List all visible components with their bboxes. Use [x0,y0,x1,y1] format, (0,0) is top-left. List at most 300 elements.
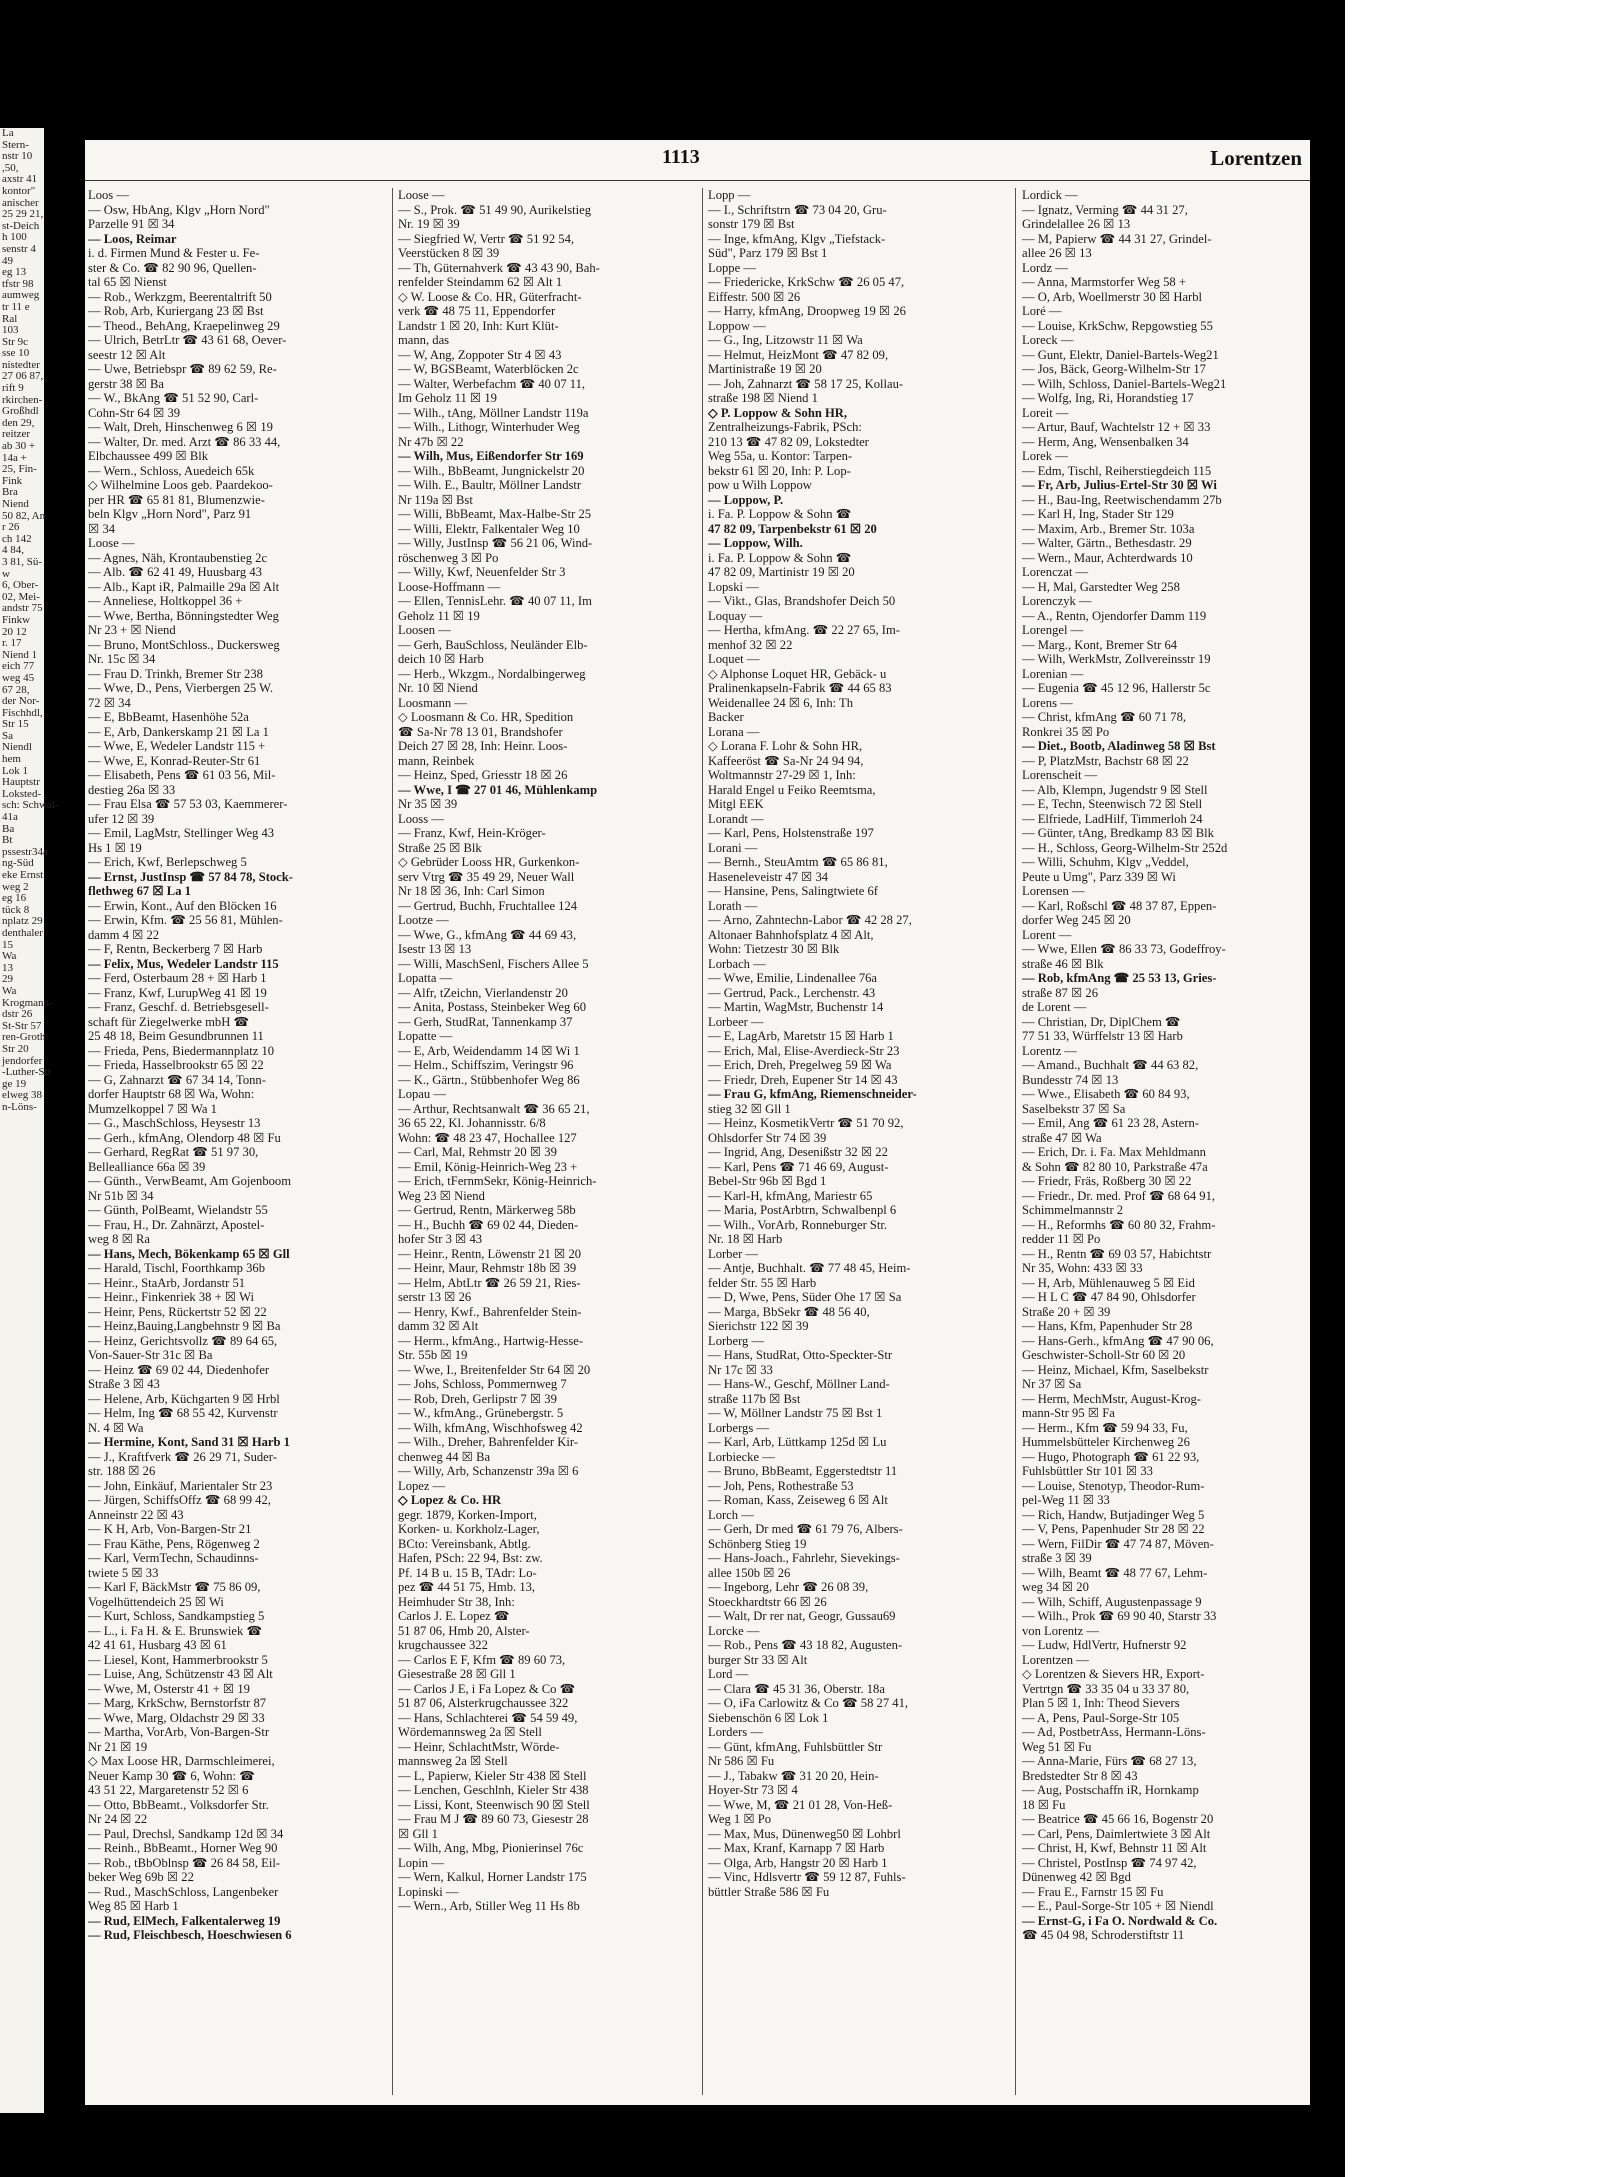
directory-entry: 77 51 33, Würffelstr 13 ☒ Harb [1022,1029,1183,1043]
directory-entry: — Gunt, Elektr, Daniel-Bartels-Weg21 [1022,347,1219,362]
directory-entry: — Heinz, Sped, Griesstr 18 ☒ 26 [398,768,568,782]
directory-entry: Lorentzen — [1022,1652,1089,1667]
directory-entry: — Louise, Stenotyp, Theodor-Rum- [1022,1478,1205,1493]
directory-entry: — Rud., MaschSchloss, Langenbeker [88,1884,279,1899]
directory-entry: — Willy, JustInsp ☎ 56 21 06, Wind- [398,536,593,550]
directory-entry: — W, BGSBeamt, Waterblöcken 2c [398,362,579,376]
directory-entry: Plan 5 ☒ 1, Inh: Theod Sievers [1022,1696,1180,1710]
directory-entry: Parzelle 91 ☒ 34 [88,217,175,231]
running-head: Lorentzen [1210,146,1302,170]
directory-entry: Lorani — [708,840,758,855]
directory-entry: Lorcke — [708,1623,760,1638]
directory-entry: chenweg 44 ☒ Ba [398,1449,491,1464]
directory-entry: — Ad, PostbetrAss, Hermann-Löns- [1022,1725,1206,1739]
directory-entry: ☎ Sa-Nr 78 13 01, Brandshofer [398,724,563,739]
page-number: 1113 [662,146,700,168]
directory-entry: — E, Arb, Weidendamm 14 ☒ Wi 1 [398,1043,580,1058]
directory-entry: — Karl, Pens ☎ 71 46 69, August- [708,1159,889,1174]
directory-entry: — Karl, VermTechn, Schaudinns- [88,1551,259,1565]
directory-entry: Schimmelmannstr 2 [1022,1203,1124,1217]
directory-entry: Ronkrei 35 ☒ Po [1022,724,1110,739]
directory-entry: ☎ 45 04 98, Schroderstiftstr 11 [1022,1928,1185,1942]
directory-entry: flethweg 67 ☒ La 1 [88,884,191,898]
directory-entry: — Walter, Werbefachm ☎ 40 07 11, [398,376,586,391]
directory-entry: Harald Engel u Feiko Reemtsma, [708,782,876,797]
directory-entry: Lorath — [708,898,758,913]
directory-entry: tal 65 ☒ Nienst [88,275,167,289]
directory-entry: — Karl H, Ing, Stader Str 129 [1022,507,1174,521]
directory-entry: — Marg, KrkSchw, Bernstorfstr 87 [88,1696,267,1710]
directory-entry: — K H, Arb, Von-Bargen-Str 21 [88,1522,252,1536]
directory-entry: beker Weg 69b ☒ 22 [88,1870,194,1884]
directory-entry: ◇ P. Loppow & Sohn HR, [708,405,848,420]
directory-entry: Geholz 11 ☒ 19 [398,608,480,623]
directory-entry: — Edm, Tischl, Reiherstiegdeich 115 [1022,463,1212,478]
directory-entry: — Martha, VorArb, Von-Bargen-Str [88,1725,270,1739]
directory-entry: — Gertrud, Rentn, Märkerweg 58b [398,1203,576,1217]
directory-entry: Lorber — [708,1246,759,1261]
directory-entry: Lootze — [398,913,449,927]
directory-entry: — Günter, tAng, Bredkamp 83 ☒ Blk [1022,826,1214,840]
prev-page-fragment: 25 29 21, [2,208,44,221]
prev-page-fragment: 50 82, An [2,509,46,522]
directory-entry: — John, Einkäuf, Marientaler Str 23 [88,1478,273,1493]
directory-entry: — Osw, HbAng, Klgv „Horn Nord" [88,202,270,217]
prev-page-fragment: rkirchen- [2,393,43,406]
directory-entry: — Karl-H, kfmAng, Mariestr 65 [708,1188,873,1203]
directory-entry: Looss — [398,811,444,826]
directory-entry: — Helmut, HeizMont ☎ 47 82 09, [708,347,889,362]
directory-entry: — G., Ing, Litzowstr 11 ☒ Wa [708,333,863,347]
directory-entry: Süd", Parz 179 ☒ Bst 1 [708,246,828,260]
directory-entry: dorfer Weg 245 ☒ 20 [1022,913,1131,927]
directory-entry: — Hans-Gerh., kfmAng ☎ 47 90 06, [1022,1333,1214,1348]
directory-entry: — S., Prok. ☎ 51 49 90, Aurikelstieg [398,202,592,217]
directory-entry: — Willi, Schuhm, Klgv „Veddel, [1022,855,1189,869]
directory-entry: — Alb. ☎ 62 41 49, Huusbarg 43 [88,565,262,579]
directory-entry: — E., Paul-Sorge-Str 105 + ☒ Niendl [1022,1899,1214,1913]
directory-entry: — Beatrice ☎ 45 66 16, Bogenstr 20 [1022,1812,1214,1826]
directory-entry: — Bernh., SteuAmtm ☎ 65 86 81, [708,855,888,869]
prev-page-fragment: Niend [2,498,29,510]
prev-page-fragment: ng-Süd [2,857,34,870]
directory-entry: — M, Papierw ☎ 44 31 27, Grindel- [1022,231,1212,246]
directory-entry: Nr. 19 ☒ 39 [398,217,460,231]
directory-entry: Lopatte — [398,1029,453,1043]
directory-entry: Veerstücken 8 ☒ 39 [398,246,500,260]
prev-page-fragment: Loksted- [2,787,42,800]
directory-entry: — Wwe, E, Wedeler Landstr 115 + [88,739,266,753]
directory-entry: Nr 23 + ☒ Niend [88,623,176,637]
directory-entry: — Wwe, M, ☎ 21 01 28, Von-Heß- [708,1797,893,1812]
directory-entry: — Henry, Kwf., Bahrenfelder Stein- [398,1304,582,1319]
directory-entry: — H., Buchh ☎ 69 02 44, Dieden- [398,1217,579,1232]
directory-entry: — Heinr., StaArb, Jordanstr 51 [88,1275,246,1290]
directory-entry: — Frau Käthe, Pens, Rögenweg 2 [88,1536,260,1551]
prev-page-fragment: Niendl [2,741,32,754]
prev-page-fragment: Hauptstr [2,776,40,789]
prev-page-fragment: nplatz 29 [2,915,43,928]
directory-entry: — Bruno, MontSchloss., Duckersweg [88,637,280,652]
directory-entry: — E, BbBeamt, Hasenhöhe 52a [88,710,249,724]
directory-entry: Lopez — [398,1478,446,1493]
prev-page-fragment: r. 17 [2,637,22,650]
directory-entry: — Ingrid, Ang, Desenißstr 32 ☒ 22 [708,1145,888,1159]
directory-entry: Loreck — [1022,333,1074,347]
directory-entry: 47 82 09, Martinistr 19 ☒ 20 [708,565,855,579]
directory-entry: serstr 13 ☒ 26 [398,1290,472,1304]
directory-entry: — Wilh, Mus, Eißendorfer Str 169 [398,449,584,463]
prev-page-fragment: eke Ernst [2,869,44,881]
directory-entry: — Helm., Schiffszim, Veringstr 96 [398,1058,574,1072]
directory-entry: — Gerhard, RegRat ☎ 51 97 30, [88,1145,259,1159]
directory-entry: Lopin — [398,1855,444,1870]
directory-entry: — Rud, ElMech, Falkentalerweg 19 [88,1913,281,1928]
directory-entry: — Herb., Wkzgm., Nordalbingerweg [398,666,586,681]
directory-entry: — Wwe, E, Konrad-Reuter-Str 61 [88,753,261,768]
prev-page-fragment: 25, Fin- [2,463,37,476]
directory-entry: — Heinz ☎ 69 02 44, Diedenhofer [88,1362,270,1377]
directory-entry: Loquay — [708,608,763,623]
prev-page-fragment: Fischhdl, [2,706,43,719]
prev-page-fragment: andstr 75 [2,602,43,615]
directory-entry: — Bruno, BbBeamt, Eggerstedtstr 11 [708,1464,898,1478]
directory-entry: — V, Pens, Papenhuder Str 28 ☒ 22 [1022,1522,1205,1536]
directory-entry: — Wilh, Beamt ☎ 48 77 67, Lehm- [1022,1565,1208,1580]
directory-entry: — Gertrud, Pack., Lerchenstr. 43 [708,985,876,1000]
directory-entry: — Wwe, Emilie, Lindenallee 76a [708,971,878,985]
directory-entry: Nr. 15c ☒ 34 [88,652,156,666]
prev-page-fragment: sch: Schwal- [2,799,59,812]
directory-entry: — Frau M J ☎ 89 60 73, Giesestr 28 [398,1812,589,1826]
directory-entry: Bundesstr 74 ☒ 13 [1022,1072,1119,1087]
directory-entry: — Heinz,Bauing,Langbehnstr 9 ☒ Ba [88,1319,281,1333]
directory-entry: ☒ Gll 1 [398,1826,438,1841]
prev-page-fragment: -Luther-Str [2,1066,52,1079]
directory-entry: — Franz, Kwf, Hein-Kröger- [398,826,546,840]
prev-page-fragment: 3 81, Sü- [2,555,43,568]
directory-entry: — Gertrud, Buchh, Fruchtallee 124 [398,898,578,913]
directory-entry: — Wilh, Schiff, Augustenpassage 9 [1022,1594,1202,1609]
directory-entry: Nr. 10 ☒ Niend [398,681,478,695]
prev-page-fragment: Str 20 [2,1042,29,1055]
directory-entry: Lordick — [1022,188,1078,202]
directory-entry: — H., Rentn ☎ 69 03 57, Habichtstr [1022,1246,1212,1261]
directory-entry: ◇ Lorana F. Lohr & Sohn HR, [708,739,863,753]
directory-entry: — Frau E., Farnstr 15 ☒ Fu [1022,1884,1164,1899]
directory-entry: i. d. Firmen Mund & Fester u. Fe- [88,246,260,260]
directory-entry: — Inge, kfmAng, Klgv „Tiefstack- [708,231,886,246]
directory-entry: Nr 51b ☒ 34 [88,1188,154,1203]
directory-entry: — Erwin, Kfm. ☎ 25 56 81, Mühlen- [88,913,283,927]
column-1 [88,188,388,2105]
directory-entry: — Hertha, kfmAng. ☎ 22 27 65, Im- [708,623,900,637]
directory-entry: Eiffestr. 500 ☒ 26 [708,289,801,304]
directory-entry: Loose — [398,188,445,202]
prev-page-fragment: denthaler [2,926,43,939]
prev-page-fragment: Str 15 [2,718,29,731]
directory-entry: Haseneleveistr 47 ☒ 34 [708,869,829,884]
directory-entry: Landstr 1 ☒ 20, Inh: Kurt Klüt- [398,318,559,333]
directory-entry: Lorek — [1022,449,1068,463]
directory-entry: — Marg., Kont, Bremer Str 64 [1022,637,1178,652]
directory-entry: — I., Schriftstrn ☎ 73 04 20, Gru- [708,202,887,217]
directory-entry: — Wern, FilDir ☎ 47 74 87, Möven- [1022,1536,1214,1551]
directory-entry: ufer 12 ☒ 39 [88,811,155,826]
directory-entry: Deich 27 ☒ 28, Inh: Heinr. Loos- [398,739,568,753]
column-4 [1022,188,1306,2105]
directory-entry: — Alb, Klempn, Jugendstr 9 ☒ Stell [1022,782,1208,797]
directory-entry: Lopinski — [398,1884,459,1899]
directory-entry: — Heinr, Pens, Rückertstr 52 ☒ 22 [88,1304,267,1319]
directory-entry: — Anita, Postass, Steinbeker Weg 60 [398,1000,586,1014]
prev-page-fragment: Bra [2,486,18,499]
directory-entry: — Willi, MaschSenl, Fischers Allee 5 [398,956,589,971]
directory-entry: ◇ W. Loose & Co. HR, Güterfracht- [398,289,582,304]
directory-entry: — Hansine, Pens, Salingtwiete 6f [708,884,878,898]
prev-page-fragment: 41a [2,811,18,824]
directory-entry: — Fr, Arb, Julius-Ertel-Str 30 ☒ Wi [1022,478,1217,492]
directory-entry: — Joh, Zahnarzt ☎ 58 17 25, Kollau- [708,376,904,391]
prev-page-fragment: eich 77 [2,660,35,673]
directory-entry: 210 13 ☎ 47 82 09, Lokstedter [708,434,869,449]
directory-entry: — Rich, Handw, Butjadinger Weg 5 [1022,1507,1205,1522]
directory-entry: — Harry, kfmAng, Droopweg 19 ☒ 26 [708,304,906,318]
prev-page-fragment: tfstr 98 [2,277,34,290]
directory-entry: — L., i. Fa H. & E. Brunswiek ☎ [88,1623,263,1638]
directory-entry: pez ☎ 44 51 75, Hmb. 13, [398,1580,536,1594]
prev-page-fragment: Finkw [2,613,31,626]
directory-entry: büttler Straße 586 ☒ Fu [708,1884,830,1899]
directory-entry: Martinistraße 19 ☒ 20 [708,362,822,376]
directory-entry: Lorana — [708,724,760,739]
directory-entry: 25 48 18, Beim Gesundbrunnen 11 [88,1029,264,1043]
directory-entry: — Elisabeth, Pens ☎ 61 03 56, Mil- [88,768,276,782]
directory-entry: — Heinz, KosmetikVertr ☎ 51 70 92, [708,1116,904,1130]
directory-entry: — Wilh, Schloss, Daniel-Bartels-Weg21 [1022,376,1227,391]
directory-entry: — J., Tabakw ☎ 31 20 20, Hein- [708,1768,879,1783]
directory-entry: ◇ Gebrüder Looss HR, Gurkenkon- [398,855,580,869]
directory-entry: — Hermine, Kont, Sand 31 ☒ Harb 1 [88,1435,290,1449]
directory-entry: Altonaer Bahnhofsplatz 4 ☒ Alt, [708,927,874,942]
directory-entry: Lopatta — [398,971,453,985]
directory-entry: Loreit — [1022,405,1069,420]
directory-entry: — Franz, Kwf, LurupWeg 41 ☒ 19 [88,985,267,1000]
directory-entry: — Carlos E F, Kfm ☎ 89 60 73, [398,1652,566,1667]
prev-page-fragment: Stern- [2,138,29,151]
directory-entry: mann-Str 95 ☒ Fa [1022,1406,1115,1420]
directory-entry: Bellealliance 66a ☒ 39 [88,1159,206,1174]
directory-entry: ster & Co. ☎ 82 90 96, Quellen- [88,260,257,275]
directory-entry: — Frau D. Trinkh, Bremer Str 238 [88,666,263,681]
directory-entry: — Heinr, SchlachtMstr, Wörde- [398,1739,560,1754]
directory-entry: — Willy, Arb, Schanzenstr 39a ☒ 6 [398,1464,579,1478]
directory-entry: Dünenweg 42 ☒ Bgd [1022,1870,1131,1884]
directory-entry: Hummelsbütteler Kirchenweg 26 [1022,1435,1190,1449]
directory-entry: Fuhlsbüttler Str 101 ☒ 33 [1022,1464,1153,1478]
directory-entry: — Friedr., Dr. med. Prof ☎ 68 64 91, [1022,1188,1216,1203]
directory-entry: Korken- u. Korkholz-Lager, [398,1522,540,1536]
directory-entry: — Erich, Mal, Elise-Averdieck-Str 23 [708,1043,900,1058]
directory-entry: — Ulrich, BetrLtr ☎ 43 61 68, Oever- [88,333,287,347]
directory-entry: — Elfriede, LadHilf, Timmerloh 24 [1022,811,1203,826]
directory-entry: Lorbach — [708,956,766,971]
directory-entry: Nr 24 ☒ 22 [88,1812,148,1826]
directory-entry: — E, Arb, Dankerskamp 21 ☒ La 1 [88,724,269,739]
directory-entry: — Wilh., Dreher, Bahrenfelder Kir- [398,1435,578,1449]
directory-entry: — Walt, Dreh, Hinschenweg 6 ☒ 19 [88,420,273,434]
directory-entry: straße 87 ☒ 26 [1022,985,1098,1000]
directory-entry: — Rob., tBbOblnsp ☎ 26 84 58, Eil- [88,1855,281,1870]
directory-entry: — H, Mal, Garstedter Weg 258 [1022,579,1180,594]
directory-entry: ◇ Loosmann & Co. HR, Spedition [398,710,574,724]
directory-entry: — Friedericke, KrkSchw ☎ 26 05 47, [708,275,905,289]
directory-entry: — Wwe, M, Osterstr 41 + ☒ 19 [88,1681,250,1696]
directory-entry: — Heinz, Michael, Kfm, Saselbekstr [1022,1362,1209,1377]
directory-entry: Lorandt — [708,811,764,826]
directory-entry: Elbchaussee 499 ☒ Blk [88,449,209,463]
directory-entry: — J., Kraftfverk ☎ 26 29 71, Suder- [88,1449,277,1464]
directory-entry: — Frau, H., Dr. Zahnärzt, Apostel- [88,1217,265,1232]
directory-entry: Mitgl EEK [708,797,764,811]
directory-entry: — Loppow, Wilh. [708,536,803,550]
directory-entry: Wördemannsweg 2a ☒ Stell [398,1725,542,1739]
directory-entry: straße 47 ☒ Wa [1022,1130,1102,1145]
directory-entry: — Wern, Kalkul, Horner Landstr 175 [398,1870,587,1884]
directory-entry: — Carl, Pens, Daimlertwiete 3 ☒ Alt [1022,1826,1211,1841]
directory-entry: — Wern., Arb, Stiller Weg 11 Hs 8b [398,1899,580,1913]
page-header [85,140,1310,181]
prev-page-fragment: 29 [2,973,13,986]
prev-page-fragment: St-Str 57 [2,1019,42,1032]
directory-entry: weg 8 ☒ Ra [88,1232,151,1246]
directory-entry: — Hans, StudRat, Otto-Speckter-Str [708,1348,893,1362]
prev-page-fragment: reitzer [2,428,31,441]
directory-entry: straße 198 ☒ Niend 1 [708,391,818,405]
directory-entry: — Frau G, kfmAng, Riemenschneider- [708,1087,917,1101]
directory-entry: — Wwe, Marg, Oldachstr 29 ☒ 33 [88,1710,265,1725]
directory-entry: BCto: Vereinsbank, Abtlg. [398,1536,531,1551]
directory-entry: i. Fa. P. Loppow & Sohn ☎ [708,507,852,521]
directory-entry: — Wilh, kfmAng, Wischhofsweg 42 [398,1420,583,1435]
directory-entry: — H., Reformhs ☎ 60 80 32, Frahm- [1022,1217,1216,1232]
directory-entry: Von-Sauer-Str 31c ☒ Ba [88,1348,213,1362]
directory-entry: mann, Reinbek [398,753,475,768]
directory-entry: serv Vtrg ☎ 35 49 29, Neuer Wall [398,869,575,884]
prev-page-fragment: Fink [2,474,23,487]
directory-entry: — O, Arb, Woellmerstr 30 ☒ Harbl [1022,289,1203,304]
directory-entry: pow u Wilh Loppow [708,478,812,492]
directory-entry: — Heinr., Finkenriek 38 + ☒ Wi [88,1290,254,1304]
directory-entry: — Wwe, Ellen ☎ 86 33 73, Godeffroy- [1022,942,1226,956]
directory-entry: — Frieda, Hasselbrookstr 65 ☒ 22 [88,1058,264,1072]
directory-entry: — Willi, BbBeamt, Max-Halbe-Str 25 [398,507,592,521]
directory-entry: Ohlsdorfer Str 74 ☒ 39 [708,1130,827,1145]
directory-entry: destieg 26a ☒ 33 [88,782,176,797]
directory-entry: beln Klgv „Horn Nord", Parz 91 [88,507,252,521]
directory-entry: Nr 17c ☒ 33 [708,1362,773,1377]
directory-entry: — Gerh., kfmAng, Olendorp 48 ☒ Fu [88,1130,281,1145]
directory-entry: ◇ Wilhelmine Loos geb. Paardekoo- [88,478,273,492]
directory-entry: — W., kfmAng., Grünebergstr. 5 [398,1406,564,1420]
directory-entry: Pf. 14 B u. 15 B, TAdr: Lo- [398,1565,537,1580]
directory-entry: Lorentz — [1022,1043,1077,1058]
directory-entry: — Friedr, Dreh, Eupener Str 14 ☒ 43 [708,1072,898,1087]
directory-entry: Cohn-Str 64 ☒ 39 [88,405,181,420]
prev-page-fragment: der Nor- [2,695,40,708]
directory-entry: — Anneliese, Holtkoppel 36 + [88,594,243,608]
directory-entry: — Antje, Buchhalt. ☎ 77 48 45, Heim- [708,1261,911,1275]
prev-page-fragment: Sa [2,729,13,742]
directory-entry: — Rob., Werkzgm, Beerentaltrift 50 [88,289,272,304]
prev-page-fragment: hem [2,753,21,766]
prev-page-fragment: axstr 41 [2,173,38,186]
directory-entry: damm 32 ☒ Alt [398,1319,479,1333]
directory-entry: ◇ Alphonse Loquet HR, Gebäck- u [708,666,887,681]
directory-entry: Schönberg Stieg 19 [708,1536,807,1551]
directory-entry: 36 65 22, Kl. Johannisstr. 6/8 [398,1116,546,1130]
directory-entry: — A, Pens, Paul-Sorge-Str 105 [1022,1710,1180,1725]
directory-entry: Siebenschön 6 ☒ Lok 1 [708,1710,829,1725]
directory-entry: deich 10 ☒ Harb [398,652,484,666]
directory-entry: Im Geholz 11 ☒ 19 [398,391,497,405]
prev-page-fragment: aumweg [2,289,40,302]
directory-entry: — Max, Mus, Dünenweg50 ☒ Lohbrl [708,1826,901,1841]
directory-entry: Zentralheizungs-Fabrik, PSch: [708,420,862,434]
directory-entry: Bebel-Str 96b ☒ Bgd 1 [708,1174,827,1188]
directory-entry: — Wwe, Bertha, Bönningstedter Weg [88,608,279,623]
previous-page-edge [0,127,59,2113]
directory-entry: — Wilh, WerkMstr, Zollvereinsstr 19 [1022,652,1211,666]
directory-entry: Stoeckhardtstr 66 ☒ 26 [708,1594,827,1609]
directory-entry: verk ☎ 48 75 11, Eppendorfer [398,304,556,318]
directory-entry: — Hans, Mech, Bökenkamp 65 ☒ Gll [88,1246,290,1261]
directory-entry: — Theod., BehAng, Kraepelinweg 29 [88,318,280,333]
directory-entry: — Liesel, Kont, Hammerbrookstr 5 [88,1652,268,1667]
directory-entry: ◇ Lopez & Co. HR [398,1493,502,1507]
directory-entry: Nr 47b ☒ 22 [398,434,464,449]
directory-entry: Lorens — [1022,695,1073,710]
directory-entry: — Max, Kranf, Karnapp 7 ☒ Harb [708,1841,885,1855]
directory-entry: 72 ☒ 34 [88,695,131,710]
directory-entry: — Arno, Zahntechn-Labor ☎ 42 28 27, [708,913,912,927]
directory-entry: — Rob, Arb, Kuriergang 23 ☒ Bst [88,304,264,318]
directory-entry: & Sohn ☎ 82 80 10, Parkstraße 47a [1022,1159,1208,1174]
directory-entry: pel-Weg 11 ☒ 33 [1022,1493,1110,1507]
directory-entry: — Gerh, Dr med ☎ 61 79 76, Albers- [708,1522,903,1536]
prev-page-fragment: dstr 26 [2,1008,33,1021]
directory-entry: — Th, Güternahverk ☎ 43 43 90, Bah- [398,260,600,275]
directory-entry: Wohn: ☎ 48 23 47, Hochallee 127 [398,1130,577,1145]
directory-entry: — Diet., Bootb, Aladinweg 58 ☒ Bst [1022,739,1216,753]
directory-entry: — Wern., Schloss, Auedeich 65k [88,463,255,478]
directory-entry: allee 26 ☒ 13 [1022,246,1092,260]
directory-entry: Geschwister-Scholl-Str 60 ☒ 20 [1022,1348,1186,1362]
directory-entry: — Roman, Kass, Zeiseweg 6 ☒ Alt [708,1493,888,1507]
prev-page-fragment: rift 9 [2,382,24,395]
directory-entry: Lopski — [708,579,759,594]
directory-entry: 42 41 61, Husbarg 43 ☒ 61 [88,1638,227,1652]
prev-page-fragment: Str 9c [2,335,28,348]
directory-entry: — Günt, kfmAng, Fuhlsbüttler Str [708,1739,883,1754]
directory-entry: — Christ, H, Kwf, Behnstr 11 ☒ Alt [1022,1841,1207,1855]
directory-entry: damm 4 ☒ 22 [88,927,160,942]
directory-entry: ◇ Lorentzen & Sievers HR, Export- [1022,1667,1205,1681]
directory-entry: — Jürgen, SchiffsOffz ☎ 68 99 42, [88,1493,271,1507]
directory-entry: Wohn: Tietzestr 30 ☒ Blk [708,942,840,956]
prev-page-fragment: n-Löns- [2,1100,37,1113]
directory-entry: Loppe — [708,260,756,275]
